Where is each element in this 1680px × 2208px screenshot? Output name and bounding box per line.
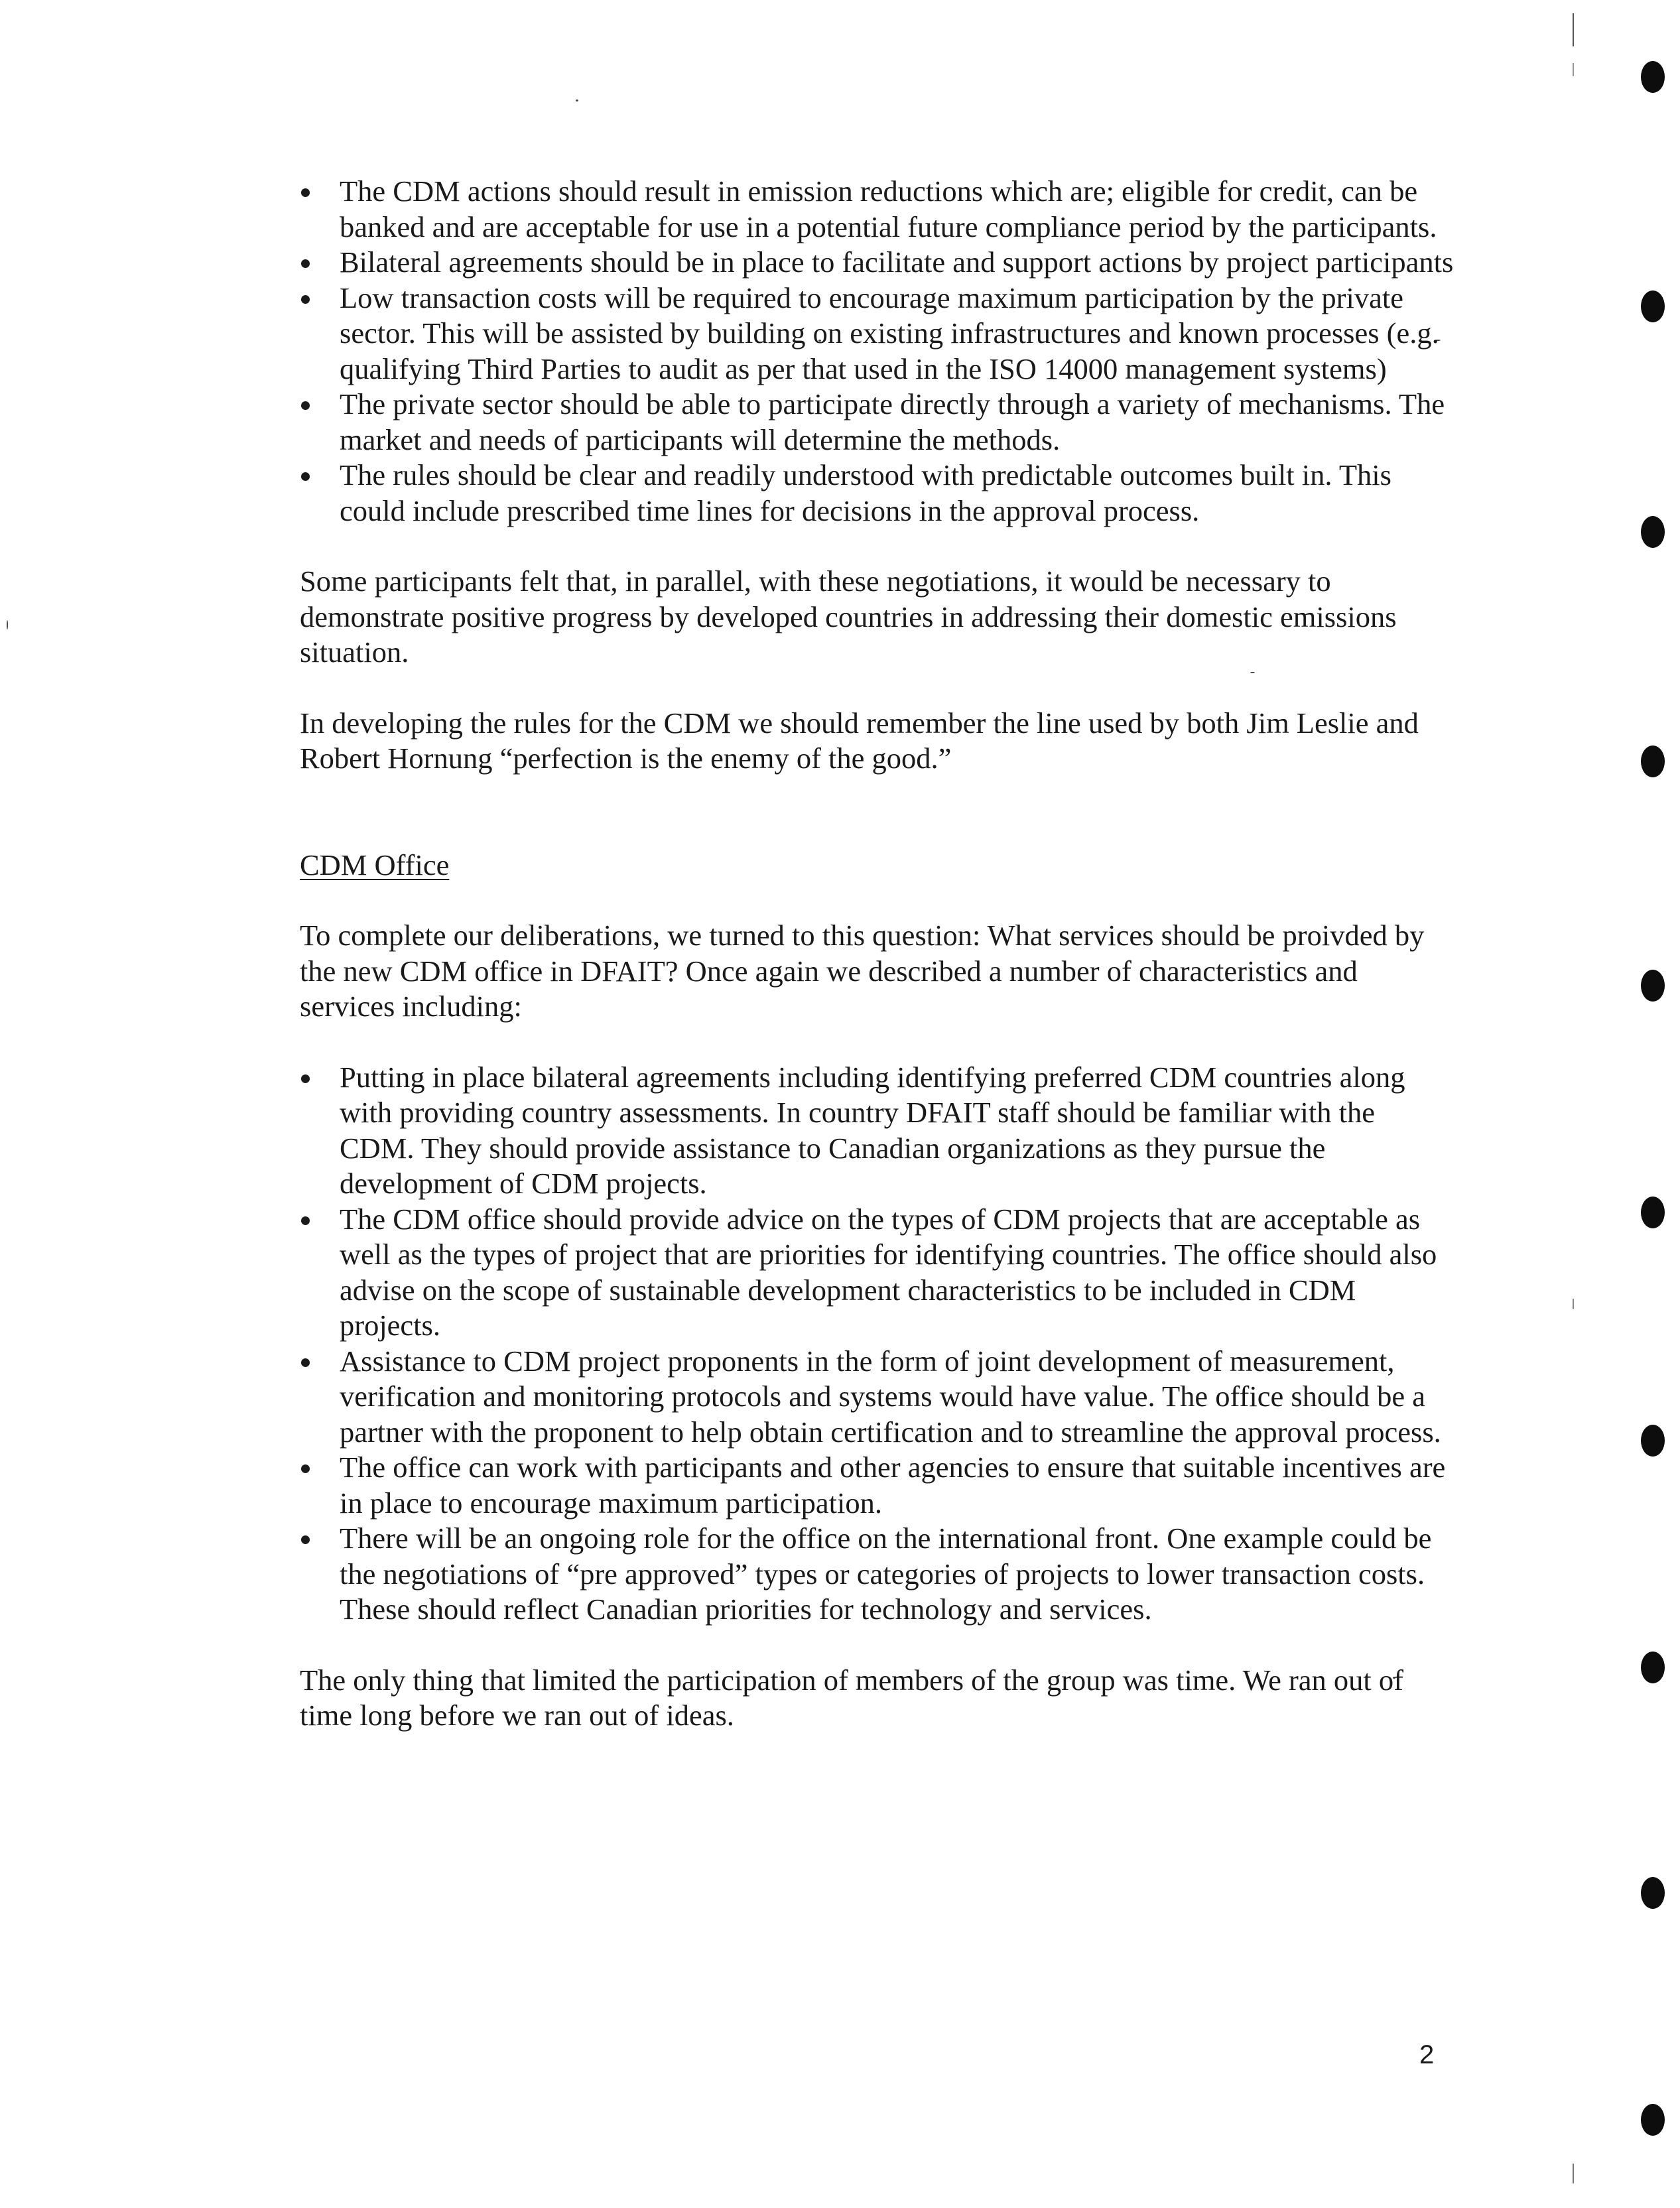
bullet-icon bbox=[301, 472, 310, 481]
list-item bbox=[300, 174, 1454, 245]
binder-punch-hole bbox=[1641, 1197, 1665, 1228]
scan-speck bbox=[576, 99, 578, 101]
paragraph-parallel-negotiations: Some participants felt that, in parallel, with these negotiations, it would be necessary to demonstrate positive progress by developed countries in addressing their domestic emissions situation. bbox=[300, 564, 1397, 669]
list-item bbox=[300, 1450, 1454, 1521]
binder-punch-hole bbox=[1641, 1652, 1665, 1683]
list-item-text: The CDM office should provide advice on the types of CDM projects that are acceptable as well as the types of project that are priorities for identifying countries. The office should also advise on the scope of sustainable development characteristics to be included in CDM projects. bbox=[340, 1202, 1437, 1342]
paragraph-cdm-rules: In developing the rules for the CDM we should remember the line used by both Jim Leslie and Robert Hornung “perfection is the enemy of the good.” bbox=[300, 706, 1419, 775]
list-item bbox=[300, 1344, 1454, 1451]
list-item bbox=[300, 458, 1454, 529]
bullet-icon bbox=[301, 295, 310, 304]
page-number: 2 bbox=[1419, 2040, 1435, 2069]
binder-punch-hole bbox=[1641, 1425, 1665, 1457]
list-item bbox=[300, 1060, 1454, 1202]
bullet-icon bbox=[301, 1358, 310, 1367]
binder-punch-hole bbox=[1641, 291, 1665, 322]
list-item-text: Bilateral agreements should be in place to facilitate and support actions by project participants bbox=[340, 245, 1454, 279]
binder-punch-hole bbox=[1641, 746, 1665, 777]
binder-punch-hole bbox=[1641, 970, 1665, 1002]
bullet-icon bbox=[301, 1464, 310, 1473]
list-item-text: There will be an ongoing role for the office on the international front. One example could be the negotiations of “pre approved” types or categories of projects to lower transaction costs. These should reflect Canadian priorities for technology and services. bbox=[340, 1522, 1432, 1626]
bullet-icon bbox=[301, 1074, 310, 1083]
list-item-text: The CDM actions should result in emission reductions which are; eligible for credit, can be banked and are acceptable for use in a potential future compliance period by the participants. bbox=[340, 174, 1437, 243]
list-item-text: Assistance to CDM project proponents in the form of joint development of measurement, verification and monitoring protocols and systems would have value. The office should be a partner with the proponent to help obtain certification and to streamline the approval process. bbox=[340, 1344, 1441, 1449]
paragraph-services-intro: To complete our deliberations, we turned to this question: What services should be proivded by the new CDM office in DFAIT? Once again we described a number of characteristics and services including: bbox=[300, 919, 1425, 1023]
office-services-bullet-list bbox=[300, 1060, 1454, 1628]
binder-punch-hole bbox=[1641, 61, 1665, 93]
list-item bbox=[300, 1202, 1454, 1344]
bullet-icon bbox=[301, 188, 310, 197]
section-heading-cdm-office: CDM Office bbox=[300, 848, 450, 881]
list-item-text: The private sector should be able to participate directly through a variety of mechanisms. The market and needs of participants will determine the methods. bbox=[340, 387, 1445, 456]
binder-punch-hole bbox=[1641, 2104, 1665, 2136]
scan-edge-mark bbox=[1573, 1299, 1574, 1309]
requirements-bullet-list bbox=[300, 174, 1454, 529]
scan-speck bbox=[7, 620, 8, 629]
paragraph-closing: The only thing that limited the participation of members of the group was time. We ran out of time long before we ran out of ideas. bbox=[300, 1663, 1403, 1732]
list-item-text: Low transaction costs will be required to encourage maximum participation by the private sector. This will be assisted by building on existing infrastructures and known processes (e.g. qualifying Third Parties to audit as per that used in the ISO 14000 management systems) bbox=[340, 281, 1439, 385]
binder-punch-hole bbox=[1641, 1877, 1665, 1909]
list-item bbox=[300, 1521, 1454, 1628]
scan-edge-mark bbox=[1573, 63, 1574, 76]
document-body bbox=[300, 174, 1454, 1734]
list-item bbox=[300, 245, 1454, 281]
list-item-text: Putting in place bilateral agreements including identifying preferred CDM countries along with providing country assessments. In country DFAIT staff should be familiar with the CDM. They should provide assistance to Canadian organizations as they pursue the development of CDM projects. bbox=[340, 1060, 1405, 1200]
list-item-text: The rules should be clear and readily understood with predictable outcomes built in. This could include prescribed time lines for decisions in the approval process. bbox=[340, 458, 1391, 527]
bullet-icon bbox=[301, 259, 310, 268]
scan-edge-mark bbox=[1573, 13, 1574, 46]
bullet-icon bbox=[301, 401, 310, 410]
scan-edge-mark bbox=[1573, 2164, 1574, 2183]
list-item bbox=[300, 387, 1454, 458]
list-item bbox=[300, 281, 1454, 387]
bullet-icon bbox=[301, 1216, 310, 1225]
binder-punch-hole bbox=[1641, 516, 1665, 548]
bullet-icon bbox=[301, 1535, 310, 1544]
list-item-text: The office can work with participants and other agencies to ensure that suitable incentives are in place to encourage maximum participation. bbox=[340, 1451, 1446, 1520]
